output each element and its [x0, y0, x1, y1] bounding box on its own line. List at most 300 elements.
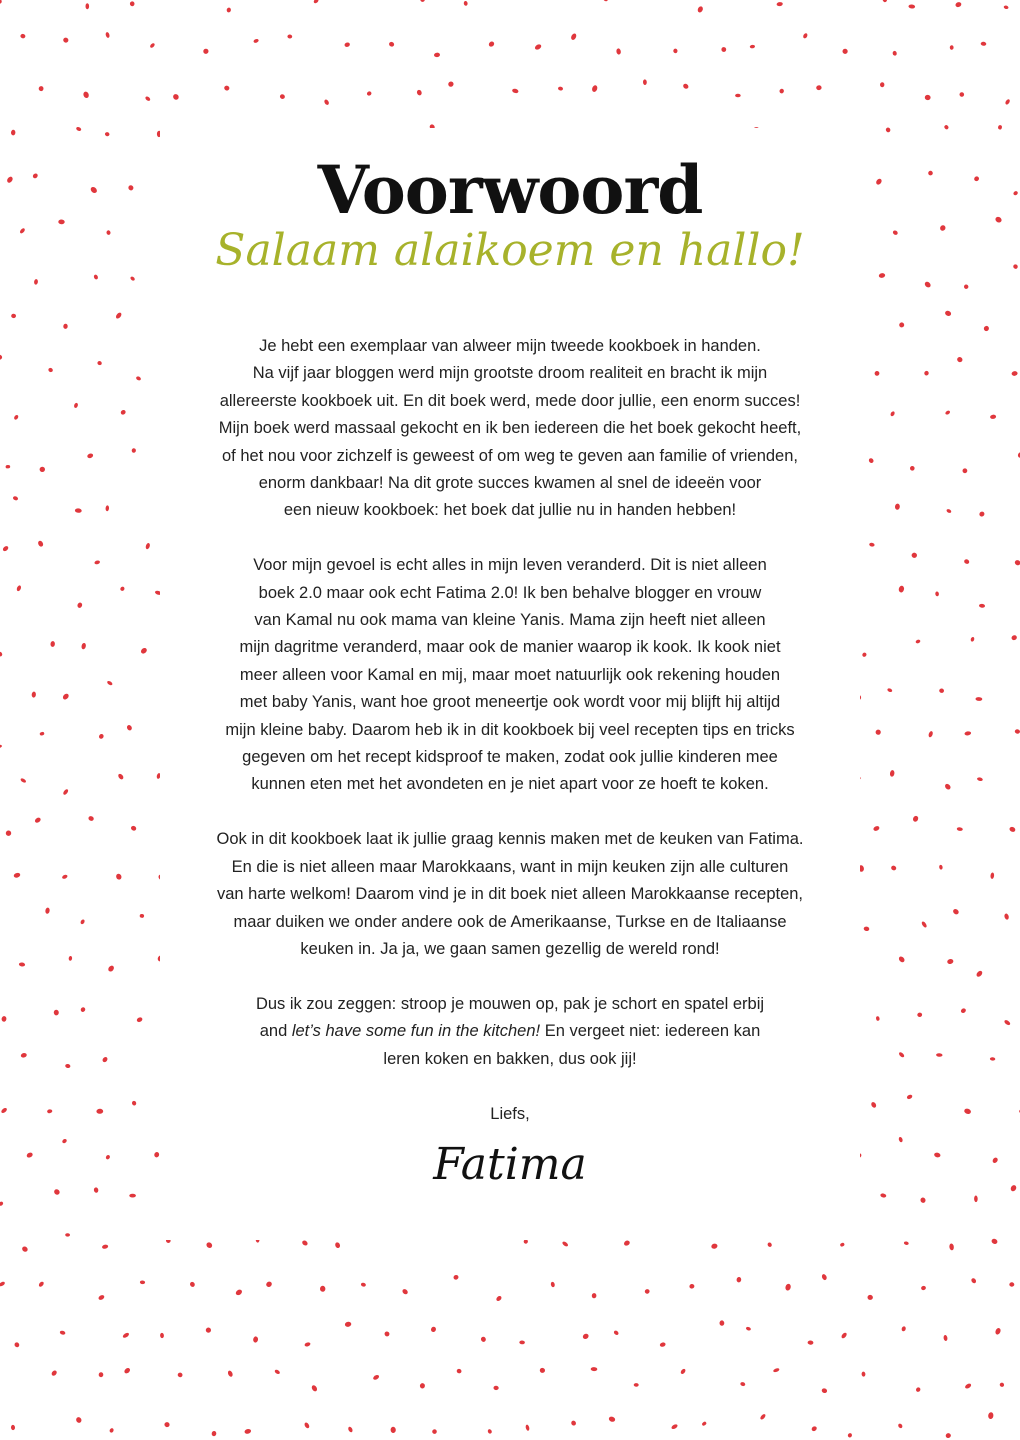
polka-dot [736, 1277, 741, 1283]
polka-dot [841, 1332, 848, 1339]
polka-dot [898, 1051, 905, 1058]
text-line: meer alleen voor Kamal en mij, maar moet natuurlijk ook rekening houden [239, 665, 781, 684]
polka-dot [81, 643, 87, 650]
polka-dot [20, 33, 26, 38]
polka-dot [634, 1383, 639, 1387]
polka-dot [39, 86, 44, 91]
polka-dot [863, 926, 869, 931]
polka-dot [11, 314, 16, 319]
polka-dot [115, 873, 122, 881]
polka-dot [975, 970, 983, 978]
polka-dot [19, 962, 26, 967]
polka-dot [20, 777, 27, 783]
polka-dot [65, 1233, 70, 1236]
polka-dot [109, 1427, 115, 1433]
text-fragment: En vergeet niet: iedereen kan [544, 1022, 761, 1041]
polka-dot [123, 1367, 131, 1375]
polka-dot [140, 647, 148, 655]
polka-dot [915, 639, 921, 644]
polka-dot [0, 354, 3, 360]
polka-dot [613, 1330, 619, 1336]
polka-dot [861, 1371, 865, 1376]
polka-dot [304, 1342, 311, 1348]
polka-dot [912, 815, 919, 823]
polka-dot [842, 48, 849, 55]
polka-dot [0, 651, 3, 657]
polka-dot [816, 85, 822, 90]
polka-dot [11, 1425, 16, 1431]
polka-dot [944, 783, 952, 791]
polka-dot [898, 955, 906, 963]
polka-dot [897, 1423, 903, 1429]
polka-dot [51, 1369, 58, 1376]
polka-dot [890, 770, 895, 777]
polka-dot [623, 1240, 631, 1247]
polka-dot [77, 602, 83, 609]
text-line: Je hebt een exemplaar van alweer mijn tweede kookboek in handen. [259, 337, 761, 355]
polka-dot [983, 325, 990, 332]
polka-dot [802, 33, 808, 40]
polka-dot [991, 1238, 999, 1245]
polka-dot [347, 1426, 353, 1433]
polka-dot [962, 467, 969, 474]
polka-dot [539, 1367, 545, 1373]
polka-dot [97, 360, 103, 366]
polka-dot [890, 411, 896, 417]
polka-dot [776, 2, 783, 7]
polka-dot [202, 48, 209, 55]
polka-dot [978, 511, 985, 518]
polka-dot [719, 1320, 724, 1326]
paragraph-2 [180, 552, 840, 799]
polka-dot [988, 1412, 994, 1419]
polka-dot [955, 1, 962, 8]
italic-phrase: let’s have some fun in the kitchen! [291, 1022, 541, 1041]
polka-dot [591, 1367, 598, 1371]
text-line: kunnen eten met het avondeten en je niet apart voor ze hoeft te koken. [251, 775, 769, 794]
polka-dot [205, 1241, 213, 1249]
text-line: van Kamal nu ook mama van kleine Yanis. Mama zijn heeft niet alleen [254, 611, 766, 630]
polka-dot [136, 1016, 143, 1023]
polka-dot [244, 1428, 252, 1434]
polka-dot [31, 691, 36, 697]
polka-dot [785, 1283, 792, 1291]
polka-dot [869, 542, 875, 547]
polka-dot [821, 1273, 828, 1280]
text-line: Dus ik zou zeggen: stroop je mouwen op, pak je schort en spatel erbij [255, 994, 765, 1013]
polka-dot [659, 1342, 666, 1348]
text-line: Voor mijn gevoel is echt alles in mijn leven veranderd. Dit is niet alleen [253, 556, 767, 575]
polka-dot [115, 312, 123, 320]
polka-dot [562, 1241, 569, 1248]
polka-dot [463, 1, 468, 6]
polka-dot [12, 496, 18, 501]
polka-dot [779, 88, 785, 94]
polka-dot [970, 1277, 977, 1284]
polka-dot [950, 45, 954, 50]
polka-dot [372, 1374, 380, 1381]
polka-dot [82, 91, 89, 99]
polka-dot [98, 733, 104, 740]
text-line: keuken in. Ja ja, we gaan samen gezellig de wereld rond! [300, 939, 720, 958]
polka-dot [550, 1281, 555, 1287]
polka-dot [447, 80, 454, 87]
polka-dot [890, 865, 897, 871]
polka-dot [750, 45, 756, 49]
polka-dot [68, 956, 72, 961]
polka-dot [139, 914, 144, 919]
polka-dot [80, 1006, 86, 1012]
polka-dot [6, 465, 11, 469]
polka-dot [898, 585, 905, 593]
polka-dot [430, 1326, 437, 1333]
polka-dot [0, 1281, 6, 1287]
polka-dot [944, 310, 952, 317]
text-line: boek 2.0 maar ook echt Fatima 2.0! Ik ben behalve blogger en vrouw [258, 583, 762, 602]
text-line: of het nou voor zichzelf is geweest of om weg te geven aan familie of vrienden, [222, 446, 798, 465]
polka-dot [117, 773, 124, 780]
polka-dot [964, 731, 971, 736]
polka-dot [63, 323, 68, 329]
polka-dot [34, 817, 42, 824]
polka-dot [45, 907, 50, 914]
polka-dot [1004, 913, 1010, 920]
polka-dot [38, 1281, 45, 1288]
polka-dot [104, 132, 110, 137]
signature: Fatima [433, 1139, 587, 1190]
polka-dot [98, 1372, 103, 1377]
polka-dot [265, 1280, 273, 1288]
polka-dot [1011, 371, 1018, 377]
polka-dot [582, 1333, 590, 1340]
polka-dot [924, 370, 930, 376]
polka-dot [493, 1386, 498, 1391]
polka-dot [37, 540, 44, 548]
polka-dot [119, 586, 125, 592]
polka-dot [1, 1016, 7, 1022]
polka-dot [949, 1243, 954, 1250]
polka-dot [910, 466, 915, 471]
text-line: mijn kleine baby. Daarom heb ik in dit kookboek bij veel recepten tips en tricks [225, 720, 795, 739]
polka-dot [62, 788, 69, 795]
polka-dot [102, 1244, 109, 1249]
closing-greeting: Liefs, [490, 1105, 530, 1123]
polka-dot [323, 99, 329, 106]
polka-dot [868, 457, 875, 464]
paragraph-3 [180, 826, 840, 963]
polka-dot [998, 125, 1003, 130]
polka-dot [945, 1433, 951, 1439]
polka-dot [145, 542, 151, 549]
polka-dot [388, 41, 395, 48]
polka-dot [320, 1286, 326, 1292]
polka-dot [975, 697, 982, 701]
polka-dot [132, 448, 136, 453]
polka-dot [970, 636, 975, 642]
polka-dot [1014, 729, 1020, 734]
polka-dot [62, 37, 69, 44]
polka-dot [1014, 559, 1020, 566]
polka-dot [2, 545, 9, 552]
polka-dot [904, 1241, 909, 1245]
polka-dot [20, 1052, 27, 1058]
polka-dot [981, 42, 987, 46]
polka-dot [616, 48, 621, 55]
polka-dot [947, 958, 954, 964]
polka-dot [952, 908, 960, 915]
polka-dot [13, 414, 19, 420]
polka-dot [73, 402, 78, 408]
polka-dot [39, 731, 44, 736]
polka-dot [0, 0, 2, 4]
text-line: met baby Yanis, want hoe groot meneertje ook wordt voor mij blijft hij altijd [239, 693, 781, 712]
polka-dot [94, 560, 100, 565]
text-line: maar duiken we onder andere ook de Amerikaanse, Turkse en de Italiaanse [233, 912, 787, 931]
polka-dot [456, 1368, 462, 1374]
polka-dot [301, 1239, 308, 1246]
polka-dot [921, 1285, 927, 1290]
polka-dot [956, 356, 963, 363]
polka-dot [80, 919, 86, 925]
polka-dot [76, 126, 82, 132]
polka-dot [1011, 634, 1018, 641]
polka-dot [945, 410, 951, 415]
text-line-mixed [180, 1018, 840, 1045]
polka-dot [126, 724, 133, 731]
polka-dot [105, 505, 109, 511]
paragraph-1 [180, 333, 840, 525]
polka-dot [107, 965, 115, 973]
polka-dot [807, 1340, 813, 1345]
polka-dot [140, 1280, 145, 1284]
polka-dot [773, 1367, 780, 1373]
polka-dot [1003, 5, 1009, 10]
polka-dot [885, 127, 891, 133]
polka-dot [235, 1288, 243, 1296]
polka-dot [11, 130, 16, 136]
polka-dot [602, 0, 609, 2]
polka-dot [963, 558, 970, 564]
polka-dot [811, 1425, 818, 1432]
polka-dot [977, 777, 983, 782]
text-line: En die is niet alleen maar Marokkaans, want in mijn keuken zijn alle culturen [231, 857, 789, 876]
polka-dot [344, 42, 350, 48]
polka-dot [534, 43, 542, 50]
polka-dot [495, 1295, 502, 1302]
polka-dot [344, 1321, 351, 1327]
polka-dot [875, 729, 881, 735]
polka-dot [936, 1053, 943, 1057]
polka-dot [224, 85, 231, 91]
polka-dot [898, 322, 905, 329]
polka-dot [59, 1330, 65, 1335]
text-line: van harte welkom! Daarom vind je in dit boek niet alleen Marokkaanse recepten, [216, 885, 804, 904]
polka-dot [901, 1326, 906, 1332]
polka-dot [1009, 1282, 1014, 1286]
polka-dot [211, 1431, 216, 1437]
polka-dot [62, 693, 70, 701]
polka-dot [205, 1327, 212, 1334]
text-line: leren koken en bakken, dus ook jij! [383, 1049, 637, 1068]
polka-dot [592, 1293, 597, 1299]
polka-dot [591, 85, 598, 93]
polka-dot [122, 1332, 130, 1339]
polka-dot [130, 1, 135, 6]
polka-dot [16, 585, 22, 592]
text-line: enorm dankbaar! Na dit grote succes kwamen al snel de ideeën voor [258, 474, 762, 493]
polka-dot [390, 1427, 396, 1434]
polka-dot [120, 409, 127, 415]
polka-dot [226, 7, 231, 12]
polka-dot [939, 688, 944, 693]
polka-dot [682, 83, 689, 90]
polka-dot [130, 825, 137, 832]
polka-dot [1009, 826, 1016, 833]
paragraph-4 [180, 991, 840, 1073]
polka-dot [990, 872, 994, 879]
polka-dot [304, 1422, 311, 1429]
polka-dot [0, 1201, 4, 1207]
polka-dot [673, 48, 678, 53]
polka-dot [608, 1416, 616, 1423]
polka-dot [1004, 1019, 1012, 1026]
polka-dot [54, 1010, 59, 1016]
text-line: een nieuw kookboek: het boek dat jullie nu in handen hebben! [283, 501, 737, 520]
polka-dot [160, 1333, 164, 1339]
polka-dot [149, 42, 155, 48]
polka-dot [915, 1386, 921, 1392]
polka-dot [287, 34, 292, 38]
polka-dot [419, 1383, 425, 1390]
page-subtitle: Salaam alaikoem en hallo! [215, 225, 805, 276]
polka-dot [488, 40, 495, 47]
polka-dot [906, 1094, 913, 1100]
polka-dot [735, 94, 741, 98]
polka-dot [689, 1284, 695, 1290]
polka-dot [994, 1327, 1001, 1335]
polka-dot [847, 1432, 853, 1438]
polka-dot [519, 1340, 525, 1344]
polka-dot [570, 1420, 576, 1427]
polka-dot [313, 0, 319, 4]
polka-dot [558, 86, 564, 91]
polka-dot [711, 1243, 718, 1250]
polka-dot [189, 1281, 196, 1288]
polka-dot [917, 1012, 923, 1017]
polka-dot [821, 1388, 828, 1394]
polka-dot [759, 1413, 766, 1420]
polka-dot [939, 865, 943, 870]
polka-dot [957, 827, 963, 831]
text-line: Na vijf jaar bloggen werd mijn grootste droom realiteit en bracht ik mijn [252, 364, 768, 383]
polka-dot [164, 1421, 171, 1427]
polka-dot [453, 1274, 459, 1280]
polka-dot [274, 1369, 281, 1375]
polka-dot [434, 52, 440, 57]
polka-dot [570, 33, 577, 41]
polka-dot [75, 508, 82, 513]
polka-dot [253, 38, 259, 43]
text-line: Mijn boek werd massaal gekocht en ik ben iedereen die het boek gekocht heeft, [218, 419, 802, 438]
polka-dot [861, 652, 867, 658]
polka-dot [0, 744, 2, 749]
polka-dot [880, 82, 884, 87]
polka-dot [960, 1007, 967, 1014]
polka-dot [62, 874, 69, 880]
polka-dot [5, 830, 11, 836]
polka-dot [145, 96, 151, 102]
text-line: gegeven om het recept kidsproof te maken, zodat ook jullie kinderen mee [242, 748, 778, 767]
polka-dot [943, 1335, 948, 1342]
polka-dot [311, 1384, 318, 1392]
polka-dot [935, 591, 939, 596]
polka-dot [740, 1382, 746, 1387]
polka-dot [908, 4, 915, 8]
polka-dot [334, 1242, 341, 1249]
text-line: allereerste kookboek uit. En dit boek werd, mede door jullie, een enorm succes! [219, 391, 801, 410]
polka-dot [21, 1245, 29, 1252]
polka-dot [384, 1330, 391, 1337]
polka-dot [98, 1294, 105, 1301]
polka-dot [644, 1288, 650, 1294]
polka-dot [911, 552, 918, 559]
polka-dot [416, 89, 422, 96]
polka-dot [86, 3, 90, 9]
text-line: mijn dagritme veranderd, maar ook de manier waarop ik kook. Ik kook niet [239, 638, 781, 657]
polka-dot [40, 467, 45, 472]
polka-dot [253, 1336, 259, 1343]
polka-dot [102, 1056, 109, 1063]
polka-dot [279, 93, 285, 99]
polka-dot [75, 1416, 82, 1423]
polka-dot [480, 1336, 487, 1343]
polka-dot [979, 604, 985, 608]
polka-dot [697, 5, 704, 13]
polka-dot [14, 1341, 21, 1348]
polka-dot [944, 124, 950, 130]
polka-dot [172, 93, 180, 101]
polka-dot [745, 1326, 751, 1331]
polka-dot [873, 825, 880, 832]
polka-dot [928, 731, 934, 738]
polka-dot [177, 1372, 183, 1377]
polka-dot [87, 453, 94, 459]
polka-dot [105, 32, 110, 39]
polka-dot [840, 1242, 845, 1247]
polka-dot [721, 46, 728, 53]
polka-dot [487, 1428, 493, 1434]
polka-dot [106, 680, 113, 686]
polka-dot [643, 79, 647, 85]
polka-dot [964, 1383, 972, 1390]
polka-dot [366, 91, 372, 97]
polka-dot [48, 367, 54, 373]
polka-dot [431, 1428, 437, 1434]
polka-dot [876, 1016, 880, 1021]
polka-dot [525, 1424, 530, 1431]
polka-dot [671, 1423, 679, 1430]
polka-dot [680, 1368, 687, 1375]
polka-dot [227, 1370, 234, 1378]
polka-dot [50, 641, 55, 647]
polka-dot [767, 1242, 773, 1248]
polka-dot [921, 921, 928, 929]
page-title: Voorwoord [317, 151, 703, 229]
text-line: Ook in dit kookboek laat ik jullie graag kennis maken met de keuken van Fatima. [216, 830, 804, 849]
polka-dot [990, 414, 997, 419]
polka-dot [135, 376, 141, 382]
polka-dot [887, 688, 893, 693]
